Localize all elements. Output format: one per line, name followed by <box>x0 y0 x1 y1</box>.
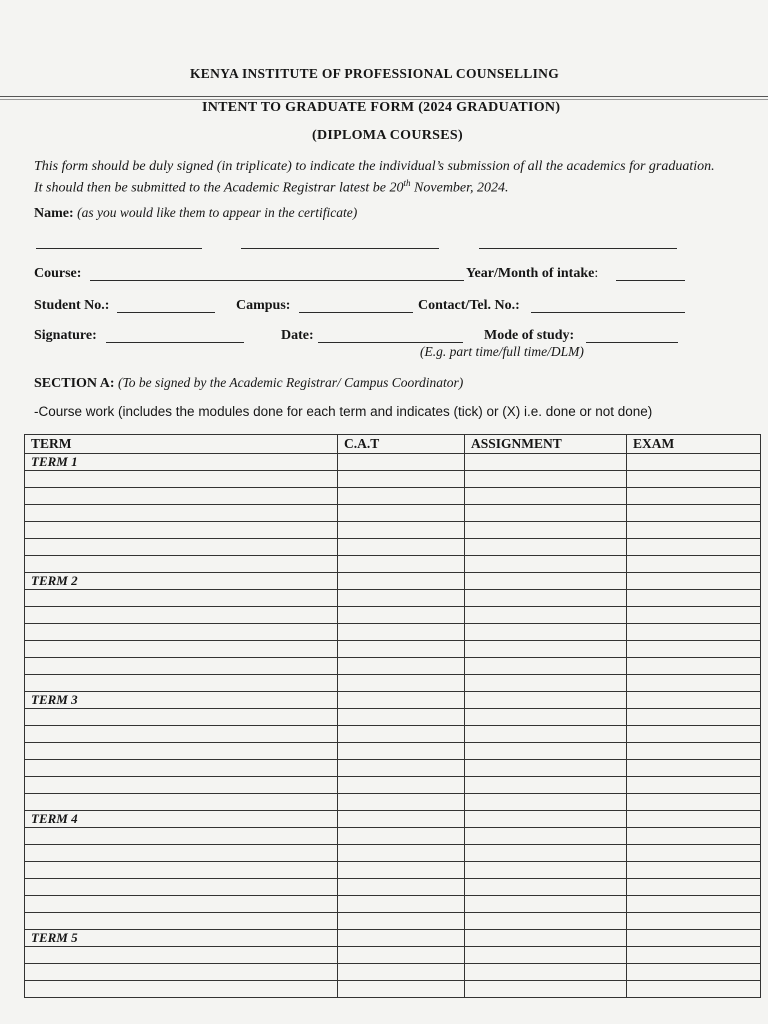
table-cell[interactable] <box>25 777 338 794</box>
intake-colon: : <box>594 266 599 281</box>
table-cell[interactable] <box>25 743 338 760</box>
table-cell[interactable] <box>627 896 761 913</box>
table-cell[interactable] <box>25 658 338 675</box>
table-cell[interactable] <box>25 590 338 607</box>
table-cell[interactable] <box>25 760 338 777</box>
table-cell[interactable] <box>338 862 465 879</box>
table-cell[interactable] <box>338 675 465 692</box>
table-cell[interactable] <box>627 947 761 964</box>
table-cell[interactable] <box>627 845 761 862</box>
table-cell[interactable] <box>25 522 338 539</box>
term-label: TERM 1 <box>25 454 338 471</box>
term-row <box>25 930 761 947</box>
table-cell[interactable] <box>627 624 761 641</box>
table-cell[interactable] <box>338 811 465 828</box>
intro-text: This form should be duly signed (in triplicate) to indicate the individual’s submission of all the academics for graduation. It should then be submitted to the Academic Registrar latest be 20 <box>34 159 715 196</box>
term-label: TERM 5 <box>25 930 338 947</box>
table-cell[interactable] <box>627 879 761 896</box>
table-cell[interactable] <box>338 930 465 947</box>
table-cell[interactable] <box>338 964 465 981</box>
table-cell[interactable] <box>465 641 627 658</box>
table-cell[interactable] <box>465 556 627 573</box>
table-cell[interactable] <box>465 811 627 828</box>
last-name-field[interactable] <box>479 248 677 249</box>
table-cell[interactable] <box>465 828 627 845</box>
table-cell[interactable] <box>338 743 465 760</box>
form-title: INTENT TO GRADUATE FORM (2024 GRADUATION) <box>202 100 561 115</box>
table-row <box>25 505 761 522</box>
table-cell[interactable] <box>25 828 338 845</box>
table-cell[interactable] <box>627 862 761 879</box>
table-cell[interactable] <box>338 556 465 573</box>
table-row <box>25 556 761 573</box>
table-cell[interactable] <box>25 896 338 913</box>
table-row <box>25 522 761 539</box>
table-cell[interactable] <box>465 675 627 692</box>
table-cell[interactable] <box>25 471 338 488</box>
table-cell[interactable] <box>338 828 465 845</box>
table-header-row <box>25 435 761 454</box>
contact-field[interactable] <box>531 312 685 313</box>
term-row <box>25 454 761 471</box>
table-cell[interactable] <box>627 675 761 692</box>
term-label: TERM 4 <box>25 811 338 828</box>
term-label: TERM 2 <box>25 573 338 590</box>
table-cell[interactable] <box>338 896 465 913</box>
form-subtitle: (DIPLOMA COURSES) <box>312 128 463 143</box>
table-cell[interactable] <box>465 964 627 981</box>
table-cell[interactable] <box>465 743 627 760</box>
table-cell[interactable] <box>338 794 465 811</box>
table-row <box>25 743 761 760</box>
table-cell[interactable] <box>25 794 338 811</box>
signature-field[interactable] <box>106 342 244 343</box>
table-cell[interactable] <box>627 828 761 845</box>
coursework-table <box>24 434 761 998</box>
table-cell[interactable] <box>338 454 465 471</box>
table-cell[interactable] <box>627 488 761 505</box>
course-label: Course: <box>34 266 82 281</box>
table-cell[interactable] <box>25 913 338 930</box>
table-cell[interactable] <box>25 964 338 981</box>
intro-paragraph <box>34 158 724 197</box>
table-cell[interactable] <box>25 488 338 505</box>
table-cell[interactable] <box>465 471 627 488</box>
table-cell[interactable] <box>465 692 627 709</box>
table-cell[interactable] <box>627 471 761 488</box>
mode-field[interactable] <box>586 342 678 343</box>
table-cell[interactable] <box>465 879 627 896</box>
table-cell[interactable] <box>627 539 761 556</box>
table-cell[interactable] <box>338 692 465 709</box>
term-row <box>25 573 761 590</box>
table-cell[interactable] <box>338 641 465 658</box>
table-cell[interactable] <box>465 777 627 794</box>
table-cell[interactable] <box>25 556 338 573</box>
table-cell[interactable] <box>465 522 627 539</box>
table-cell[interactable] <box>465 539 627 556</box>
table-cell[interactable] <box>338 658 465 675</box>
middle-name-field[interactable] <box>241 248 439 249</box>
table-cell[interactable] <box>627 590 761 607</box>
table-cell[interactable] <box>627 930 761 947</box>
table-cell[interactable] <box>465 488 627 505</box>
table-cell[interactable] <box>465 794 627 811</box>
table-row <box>25 760 761 777</box>
table-row <box>25 675 761 692</box>
table-cell[interactable] <box>338 913 465 930</box>
table-cell[interactable] <box>627 760 761 777</box>
table-cell[interactable] <box>465 573 627 590</box>
table-cell[interactable] <box>338 981 465 998</box>
table-body <box>25 454 761 998</box>
table-cell[interactable] <box>338 845 465 862</box>
table-cell[interactable] <box>465 896 627 913</box>
table-row <box>25 828 761 845</box>
table-cell[interactable] <box>627 692 761 709</box>
table-cell[interactable] <box>338 726 465 743</box>
table-cell[interactable] <box>465 845 627 862</box>
table-row <box>25 947 761 964</box>
table-cell[interactable] <box>465 607 627 624</box>
table-row <box>25 964 761 981</box>
mode-label: Mode of study: <box>484 328 575 343</box>
table-cell[interactable] <box>25 947 338 964</box>
table-row <box>25 590 761 607</box>
table-cell[interactable] <box>465 624 627 641</box>
table-cell[interactable] <box>627 505 761 522</box>
table-row <box>25 624 761 641</box>
name-hint: (as you would like them to appear in the certificate) <box>77 205 358 220</box>
table-cell[interactable] <box>338 777 465 794</box>
table-cell[interactable] <box>627 777 761 794</box>
table-cell[interactable] <box>338 709 465 726</box>
table-row <box>25 896 761 913</box>
table-cell[interactable] <box>627 726 761 743</box>
intake-label-row <box>466 266 598 282</box>
table-cell[interactable] <box>627 573 761 590</box>
institute-name: KENYA INSTITUTE OF PROFESSIONAL COUNSELLING <box>190 66 559 81</box>
campus-field[interactable] <box>299 312 413 313</box>
table-cell[interactable] <box>627 454 761 471</box>
table-cell[interactable] <box>338 573 465 590</box>
intake-field[interactable] <box>616 280 685 281</box>
table-row <box>25 488 761 505</box>
course-field[interactable] <box>90 280 464 281</box>
table-row <box>25 709 761 726</box>
table-cell[interactable] <box>627 964 761 981</box>
student-no-field[interactable] <box>117 312 215 313</box>
contact-label: Contact/Tel. No.: <box>418 298 520 313</box>
table-row <box>25 658 761 675</box>
campus-label: Campus: <box>236 298 291 313</box>
table-cell[interactable] <box>627 811 761 828</box>
table-row <box>25 641 761 658</box>
table-cell[interactable] <box>465 913 627 930</box>
table-cell[interactable] <box>25 981 338 998</box>
table-cell[interactable] <box>465 862 627 879</box>
table-cell[interactable] <box>465 590 627 607</box>
name-label-row <box>34 205 357 222</box>
table-cell[interactable] <box>627 607 761 624</box>
table-cell[interactable] <box>627 641 761 658</box>
header-divider <box>0 96 768 97</box>
table-cell[interactable] <box>465 454 627 471</box>
term-row <box>25 811 761 828</box>
table-cell[interactable] <box>338 590 465 607</box>
section-a-label: SECTION A: <box>34 376 115 391</box>
table-row <box>25 879 761 896</box>
col-header-term: TERM <box>25 435 338 454</box>
term-row <box>25 692 761 709</box>
col-header-cat: C.A.T <box>338 435 465 454</box>
table-cell[interactable] <box>25 607 338 624</box>
table-cell[interactable] <box>465 709 627 726</box>
table-row <box>25 539 761 556</box>
table-cell[interactable] <box>25 505 338 522</box>
table-row <box>25 794 761 811</box>
table-row <box>25 777 761 794</box>
table-cell[interactable] <box>465 930 627 947</box>
table-cell[interactable] <box>627 794 761 811</box>
col-header-exam: EXAM <box>627 435 761 454</box>
table-cell[interactable] <box>25 726 338 743</box>
intro-superscript: th <box>403 178 411 188</box>
table-cell[interactable] <box>25 624 338 641</box>
table-cell[interactable] <box>338 624 465 641</box>
table-cell[interactable] <box>25 709 338 726</box>
table-row <box>25 471 761 488</box>
table-cell[interactable] <box>465 981 627 998</box>
mode-hint: (E.g. part time/full time/DLM) <box>420 344 584 359</box>
table-cell[interactable] <box>25 675 338 692</box>
table-cell[interactable] <box>627 913 761 930</box>
table-row <box>25 726 761 743</box>
table-cell[interactable] <box>338 539 465 556</box>
table-cell[interactable] <box>25 845 338 862</box>
table-cell[interactable] <box>465 947 627 964</box>
table-cell[interactable] <box>627 709 761 726</box>
term-label: TERM 3 <box>25 692 338 709</box>
intro-text-end: November, 2024. <box>410 180 509 196</box>
table-cell[interactable] <box>25 879 338 896</box>
table-cell[interactable] <box>25 641 338 658</box>
table-cell[interactable] <box>627 658 761 675</box>
table-cell[interactable] <box>338 471 465 488</box>
intake-label: Year/Month of intake <box>466 266 595 281</box>
table-cell[interactable] <box>465 726 627 743</box>
table-row <box>25 862 761 879</box>
signature-label: Signature: <box>34 328 97 343</box>
section-a-heading <box>34 375 463 392</box>
name-label: Name: <box>34 206 74 221</box>
table-cell[interactable] <box>338 488 465 505</box>
table-cell[interactable] <box>25 539 338 556</box>
date-field[interactable] <box>318 342 463 343</box>
table-cell[interactable] <box>338 879 465 896</box>
table-cell[interactable] <box>627 743 761 760</box>
table-cell[interactable] <box>465 658 627 675</box>
date-label: Date: <box>281 328 314 343</box>
table-row <box>25 981 761 998</box>
table-cell[interactable] <box>465 505 627 522</box>
table-cell[interactable] <box>465 760 627 777</box>
table-row <box>25 913 761 930</box>
coursework-instruction: -Course work (includes the modules done for each term and indicates (tick) or (X) i.e. done or not done) <box>34 404 653 419</box>
student-no-label: Student No.: <box>34 298 110 313</box>
table-cell[interactable] <box>627 981 761 998</box>
table-cell[interactable] <box>338 505 465 522</box>
table-cell[interactable] <box>338 607 465 624</box>
table-row <box>25 607 761 624</box>
table-cell[interactable] <box>338 522 465 539</box>
table-cell[interactable] <box>627 522 761 539</box>
table-cell[interactable] <box>627 556 761 573</box>
col-header-assignment: ASSIGNMENT <box>465 435 627 454</box>
table-cell[interactable] <box>25 862 338 879</box>
table-cell[interactable] <box>338 947 465 964</box>
table-cell[interactable] <box>338 760 465 777</box>
section-a-hint: (To be signed by the Academic Registrar/ Campus Coordinator) <box>118 375 464 390</box>
table-row <box>25 845 761 862</box>
first-name-field[interactable] <box>36 248 202 249</box>
